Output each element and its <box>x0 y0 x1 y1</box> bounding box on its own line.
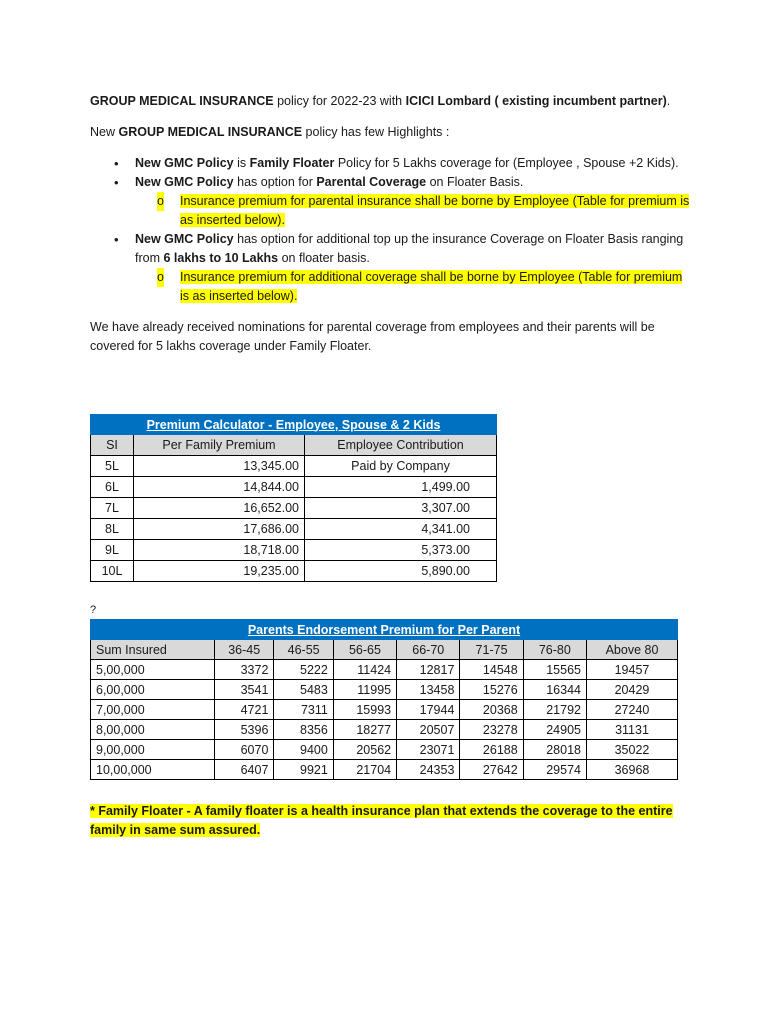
table-cell: 29574 <box>523 760 586 780</box>
table-cell: 5396 <box>215 720 274 740</box>
table-cell: 5L <box>91 456 134 477</box>
text-run: on Floater Basis. <box>426 175 524 189</box>
table-cell: 20368 <box>460 700 523 720</box>
table-cell: 9921 <box>274 760 333 780</box>
table-row <box>91 760 678 780</box>
column-header: Sum Insured <box>91 640 215 660</box>
table-cell: 20562 <box>333 740 396 760</box>
text-run: New GMC Policy <box>135 156 234 170</box>
table-cell: 19,235.00 <box>134 561 305 582</box>
text-run: 6 lakhs to 10 Lakhs <box>163 251 279 265</box>
table-cell: 16344 <box>523 680 586 700</box>
table-cell: 1,499.00 <box>305 477 497 498</box>
text-run: has option for additional top up the insurance Coverage on Floater Basis ranging from <box>135 232 684 265</box>
table-cell: 18,718.00 <box>134 540 305 561</box>
table-cell: 17944 <box>397 700 460 720</box>
text-run: o <box>157 192 164 211</box>
text-run: New <box>90 125 119 139</box>
premium-calculator-table <box>90 414 497 582</box>
table-cell: 14548 <box>460 660 523 680</box>
table-cell: 5222 <box>274 660 333 680</box>
text-run: has option for <box>233 175 317 189</box>
family-floater-footnote <box>90 802 680 840</box>
text-run: ICICI Lombard ( existing incumbent partner) <box>405 94 667 108</box>
table-cell: 5483 <box>274 680 333 700</box>
table-cell: 6407 <box>215 760 274 780</box>
text-run: policy for 2022-23 with <box>273 94 406 108</box>
document-body <box>90 92 690 356</box>
table-cell: 7311 <box>274 700 333 720</box>
sub-list <box>135 268 690 306</box>
table-cell: 27642 <box>460 760 523 780</box>
table-cell: 3,307.00 <box>305 498 497 519</box>
text-run: o <box>157 268 164 287</box>
table-cell: 20507 <box>397 720 460 740</box>
table-cell: 7L <box>91 498 134 519</box>
table-cell: 12817 <box>397 660 460 680</box>
table-row <box>91 700 678 720</box>
table-cell: 28018 <box>523 740 586 760</box>
parents-endorsement-table <box>90 619 678 780</box>
column-header: 76-80 <box>523 640 586 660</box>
column-header: Per Family Premium <box>134 435 305 456</box>
table-cell: 17,686.00 <box>134 519 305 540</box>
bullet-parental-coverage <box>90 173 690 230</box>
table-row <box>91 561 497 582</box>
nominations-paragraph: We have already received nominations for parental coverage from employees and their parents will be covered for 5 lakhs coverage under Family Floater. <box>90 320 655 353</box>
text-run: Insurance premium for parental insurance shall be borne by Employee (Table for premium is as inserted below). <box>180 194 690 227</box>
sub-list <box>135 192 690 230</box>
highlights-paragraph <box>90 123 690 142</box>
table-cell: 5,00,000 <box>91 660 215 680</box>
table-cell: 15565 <box>523 660 586 680</box>
table-cell: 5,373.00 <box>305 540 497 561</box>
table-cell: 4,341.00 <box>305 519 497 540</box>
text-run: . <box>666 94 671 108</box>
table-cell: 3541 <box>215 680 274 700</box>
table-cell: 6070 <box>215 740 274 760</box>
column-header: 46-55 <box>274 640 333 660</box>
text-run: GROUP MEDICAL INSURANCE <box>90 94 274 108</box>
table-cell: 19457 <box>587 660 678 680</box>
table-cell: 23071 <box>397 740 460 760</box>
table-cell: 20429 <box>587 680 678 700</box>
table-row <box>91 660 678 680</box>
text-run: GROUP MEDICAL INSURANCE <box>118 125 303 139</box>
table-cell: 11995 <box>333 680 396 700</box>
placeholder-glyph: ? <box>90 604 97 616</box>
sub-bullet-parental-premium <box>135 192 690 230</box>
table-cell: 24905 <box>523 720 586 740</box>
table-cell: 11424 <box>333 660 396 680</box>
table-cell: 21704 <box>333 760 396 780</box>
intro-paragraph <box>90 92 690 111</box>
column-header: Employee Contribution <box>305 435 497 456</box>
table-cell: 3372 <box>215 660 274 680</box>
column-header: 66-70 <box>397 640 460 660</box>
text-run: Policy for 5 Lakhs coverage for (Employee , Spouse +2 Kids). <box>334 156 679 170</box>
table-title: Premium Calculator - Employee, Spouse & 2 Kids <box>91 415 497 435</box>
table-row <box>91 519 497 540</box>
column-header: 71-75 <box>460 640 523 660</box>
text-run: New GMC Policy <box>135 232 234 246</box>
table-row <box>91 680 678 700</box>
bullet-top-up <box>90 230 690 306</box>
column-header: 36-45 <box>215 640 274 660</box>
text-run: on floater basis. <box>278 251 370 265</box>
table-cell: 23278 <box>460 720 523 740</box>
table-cell: 18277 <box>333 720 396 740</box>
table-cell: 13458 <box>397 680 460 700</box>
table-cell: 9L <box>91 540 134 561</box>
table-row <box>91 720 678 740</box>
column-header: Above 80 <box>587 640 678 660</box>
text-run: Insurance premium for additional coverage shall be borne by Employee (Table for premium is as inserted below). <box>180 270 683 303</box>
sub-bullet-topup-premium <box>135 268 690 306</box>
table-cell: 14,844.00 <box>134 477 305 498</box>
table-cell: 8,00,000 <box>91 720 215 740</box>
table-cell: 10,00,000 <box>91 760 215 780</box>
table-cell: 4721 <box>215 700 274 720</box>
table-cell: 24353 <box>397 760 460 780</box>
table-cell: 27240 <box>587 700 678 720</box>
table-cell: 8356 <box>274 720 333 740</box>
column-header: 56-65 <box>333 640 396 660</box>
text-run: Family Floater <box>249 156 335 170</box>
table-cell: 35022 <box>587 740 678 760</box>
table-title: Parents Endorsement Premium for Per Parent <box>91 620 678 640</box>
table-row <box>91 477 497 498</box>
text-run: is <box>233 156 250 170</box>
table-cell: 7,00,000 <box>91 700 215 720</box>
table-cell: 6L <box>91 477 134 498</box>
table-cell: 9400 <box>274 740 333 760</box>
table-row <box>91 740 678 760</box>
text-run: policy has few Highlights : <box>302 125 450 139</box>
bullet-family-floater <box>90 154 690 173</box>
table-row <box>91 540 497 561</box>
table-row <box>91 456 497 477</box>
table-cell: 5,890.00 <box>305 561 497 582</box>
text-run: New GMC Policy <box>135 175 234 189</box>
table-cell: 6,00,000 <box>91 680 215 700</box>
table-cell: 31131 <box>587 720 678 740</box>
table-cell: Paid by Company <box>305 456 497 477</box>
table-cell: 13,345.00 <box>134 456 305 477</box>
table-cell: 21792 <box>523 700 586 720</box>
table-cell: 26188 <box>460 740 523 760</box>
table-cell: 15276 <box>460 680 523 700</box>
table-cell: 16,652.00 <box>134 498 305 519</box>
text-run: Parental Coverage <box>316 175 427 189</box>
table-cell: 36968 <box>587 760 678 780</box>
text-run: * Family Floater - A family floater is a health insurance plan that extends the coverage to the entire family in same sum assured. <box>90 804 673 837</box>
column-header: SI <box>91 435 134 456</box>
table-row <box>91 498 497 519</box>
table-cell: 15993 <box>333 700 396 720</box>
table-cell: 8L <box>91 519 134 540</box>
highlights-list <box>90 154 690 306</box>
table-cell: 10L <box>91 561 134 582</box>
table-cell: 9,00,000 <box>91 740 215 760</box>
